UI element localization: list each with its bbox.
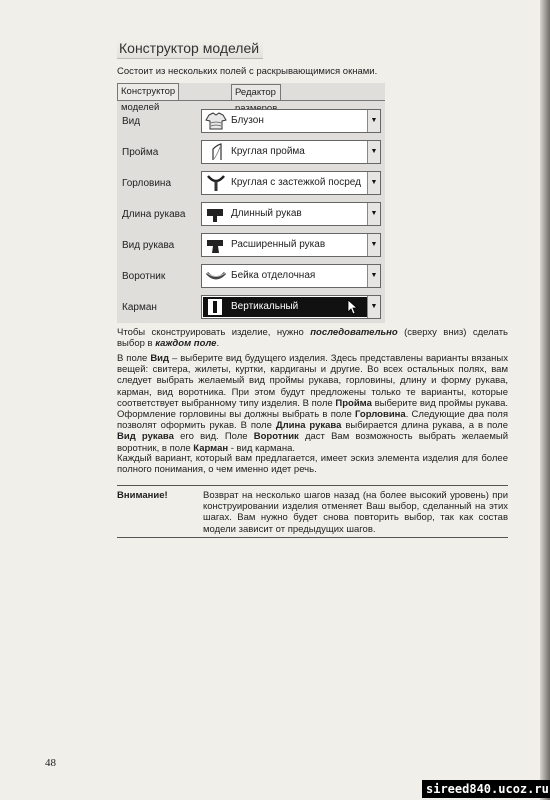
paragraph-fields-description <box>117 353 508 454</box>
field-row-sleeve-type <box>117 231 385 261</box>
keyword-armhole: Пройма <box>335 397 372 409</box>
page-edge <box>540 0 550 800</box>
field-row-collar <box>117 262 385 292</box>
page-number: 48 <box>45 757 56 769</box>
pocket-select[interactable] <box>201 295 381 319</box>
armhole-icon <box>205 143 227 161</box>
collar-select[interactable] <box>201 264 381 288</box>
type-select[interactable] <box>201 109 381 133</box>
text-run: его вид. Поле <box>173 431 254 443</box>
field-row-pocket <box>117 293 385 323</box>
intro-text: Состоит из нескольких полей с раскрывающимися окнами. <box>117 66 378 77</box>
field-label-armhole: Пройма <box>122 147 159 158</box>
field-row-type <box>117 107 385 137</box>
field-label-type: Вид <box>122 116 141 127</box>
neckline-select[interactable] <box>201 171 381 195</box>
field-row-sleeve-length <box>117 200 385 230</box>
field-label-sleeve-length: Длина рукава <box>122 209 186 220</box>
divider-bottom <box>117 537 508 538</box>
text-run: . Следующие два поля позволят оформить рукав. В поле <box>117 409 508 432</box>
chevron-down-icon[interactable]: ▼ <box>367 296 380 318</box>
type-value: Блузон <box>231 115 264 126</box>
text-run: - вид кармана. <box>228 442 296 454</box>
pocket-value: Вертикальный <box>231 301 299 312</box>
keyword-sleeve-type: Вид рукава <box>117 431 174 443</box>
model-constructor-window <box>117 83 385 323</box>
blouse-icon <box>205 112 227 130</box>
text-run: В поле <box>117 353 151 364</box>
text-run: Чтобы сконструировать изделие, нужно <box>117 327 311 338</box>
text-run: – выберите вид будущего изделия. Здесь представлены варианты вязаных вещей: свитера, жилеты, куртки, кардиганы и другие. Во всех остальных полях, вам следует выбрать желаемый вид проймы рукава, горловины, длину и форму рукава, карман, вид воротника. При этом будут предложены только те варианты, которые соответствует выбранному типу изделия. В поле <box>117 353 508 409</box>
emphasis-sequential: последовательно <box>310 327 398 338</box>
sleeve-type-value: Расширенный рукав <box>231 239 326 250</box>
field-label-sleeve-type: Вид рукава <box>122 240 175 251</box>
chevron-down-icon[interactable]: ▼ <box>367 234 380 256</box>
paragraph-instruction <box>117 327 508 349</box>
field-label-pocket: Карман <box>122 302 157 313</box>
keyword-type: Вид <box>150 353 170 364</box>
sleeve-length-icon <box>205 205 227 223</box>
neckline-icon <box>205 174 227 192</box>
field-label-neckline: Горловина <box>122 178 172 189</box>
keyword-pocket: Карман <box>193 442 229 454</box>
tab-size-editor[interactable]: Редактор <box>231 84 281 101</box>
sleeve-type-select[interactable] <box>201 233 381 257</box>
fields-panel <box>117 100 385 324</box>
section-title: Конструктор моделей <box>117 40 263 59</box>
chevron-down-icon[interactable]: ▼ <box>367 110 380 132</box>
emphasis-each-field: каждом поле <box>155 338 217 350</box>
text-run: выберите вид проймы рукава. Оформление горловины вы должны выбрать в поле <box>117 397 508 421</box>
armhole-value: Круглая пройма <box>231 146 305 157</box>
chevron-down-icon[interactable]: ▼ <box>367 265 380 287</box>
attention-text: Возврат на несколько шагов назад (на более высокий уровень) при конструировании изделия отменяет Ваш выбор, сделанный на этих шагах. Вам нужно будет снова повторить выбор, так как состав модели зависит от предыдущих шагов. <box>203 490 508 535</box>
keyword-collar: Воротник <box>253 431 299 443</box>
collar-value: Бейка отделочная <box>231 270 316 281</box>
keyword-sleeve-length: Длина рукава <box>275 420 342 432</box>
text-run: (сверху вниз) сделать выбор в <box>117 327 509 350</box>
field-label-collar: Воротник <box>122 271 166 282</box>
attention-label: Внимание! <box>117 490 168 501</box>
sleeve-length-select[interactable] <box>201 202 381 226</box>
paragraph-sketch-note: Каждый вариант, который вам предлагается, имеет эскиз элемента изделия для более полного понимания, о чем именно идет речь. <box>117 453 508 476</box>
watermark: sireed840.ucoz.ru <box>422 780 550 798</box>
tab-model-constructor[interactable]: Конструктор моделей <box>117 83 179 100</box>
field-row-armhole <box>117 138 385 168</box>
field-row-neckline <box>117 169 385 199</box>
divider-top <box>117 485 508 486</box>
collar-icon <box>205 267 227 285</box>
text-run: . <box>216 338 220 350</box>
keyword-neckline: Горловина <box>354 409 406 421</box>
text-run: даст Вам возможность выбрать желаемый воротник, в поле <box>117 431 508 454</box>
chevron-down-icon[interactable]: ▼ <box>367 172 380 194</box>
text-run: выбирается длина рукава, а в поле <box>341 420 508 432</box>
chevron-down-icon[interactable]: ▼ <box>367 141 380 163</box>
cursor-icon <box>347 299 358 315</box>
chevron-down-icon[interactable]: ▼ <box>367 203 380 225</box>
sleeve-length-value: Длинный рукав <box>231 208 302 219</box>
sleeve-type-icon <box>205 236 227 254</box>
pocket-icon <box>205 298 227 316</box>
neckline-value: Круглая с застежкой посред <box>231 177 361 188</box>
armhole-select[interactable] <box>201 140 381 164</box>
